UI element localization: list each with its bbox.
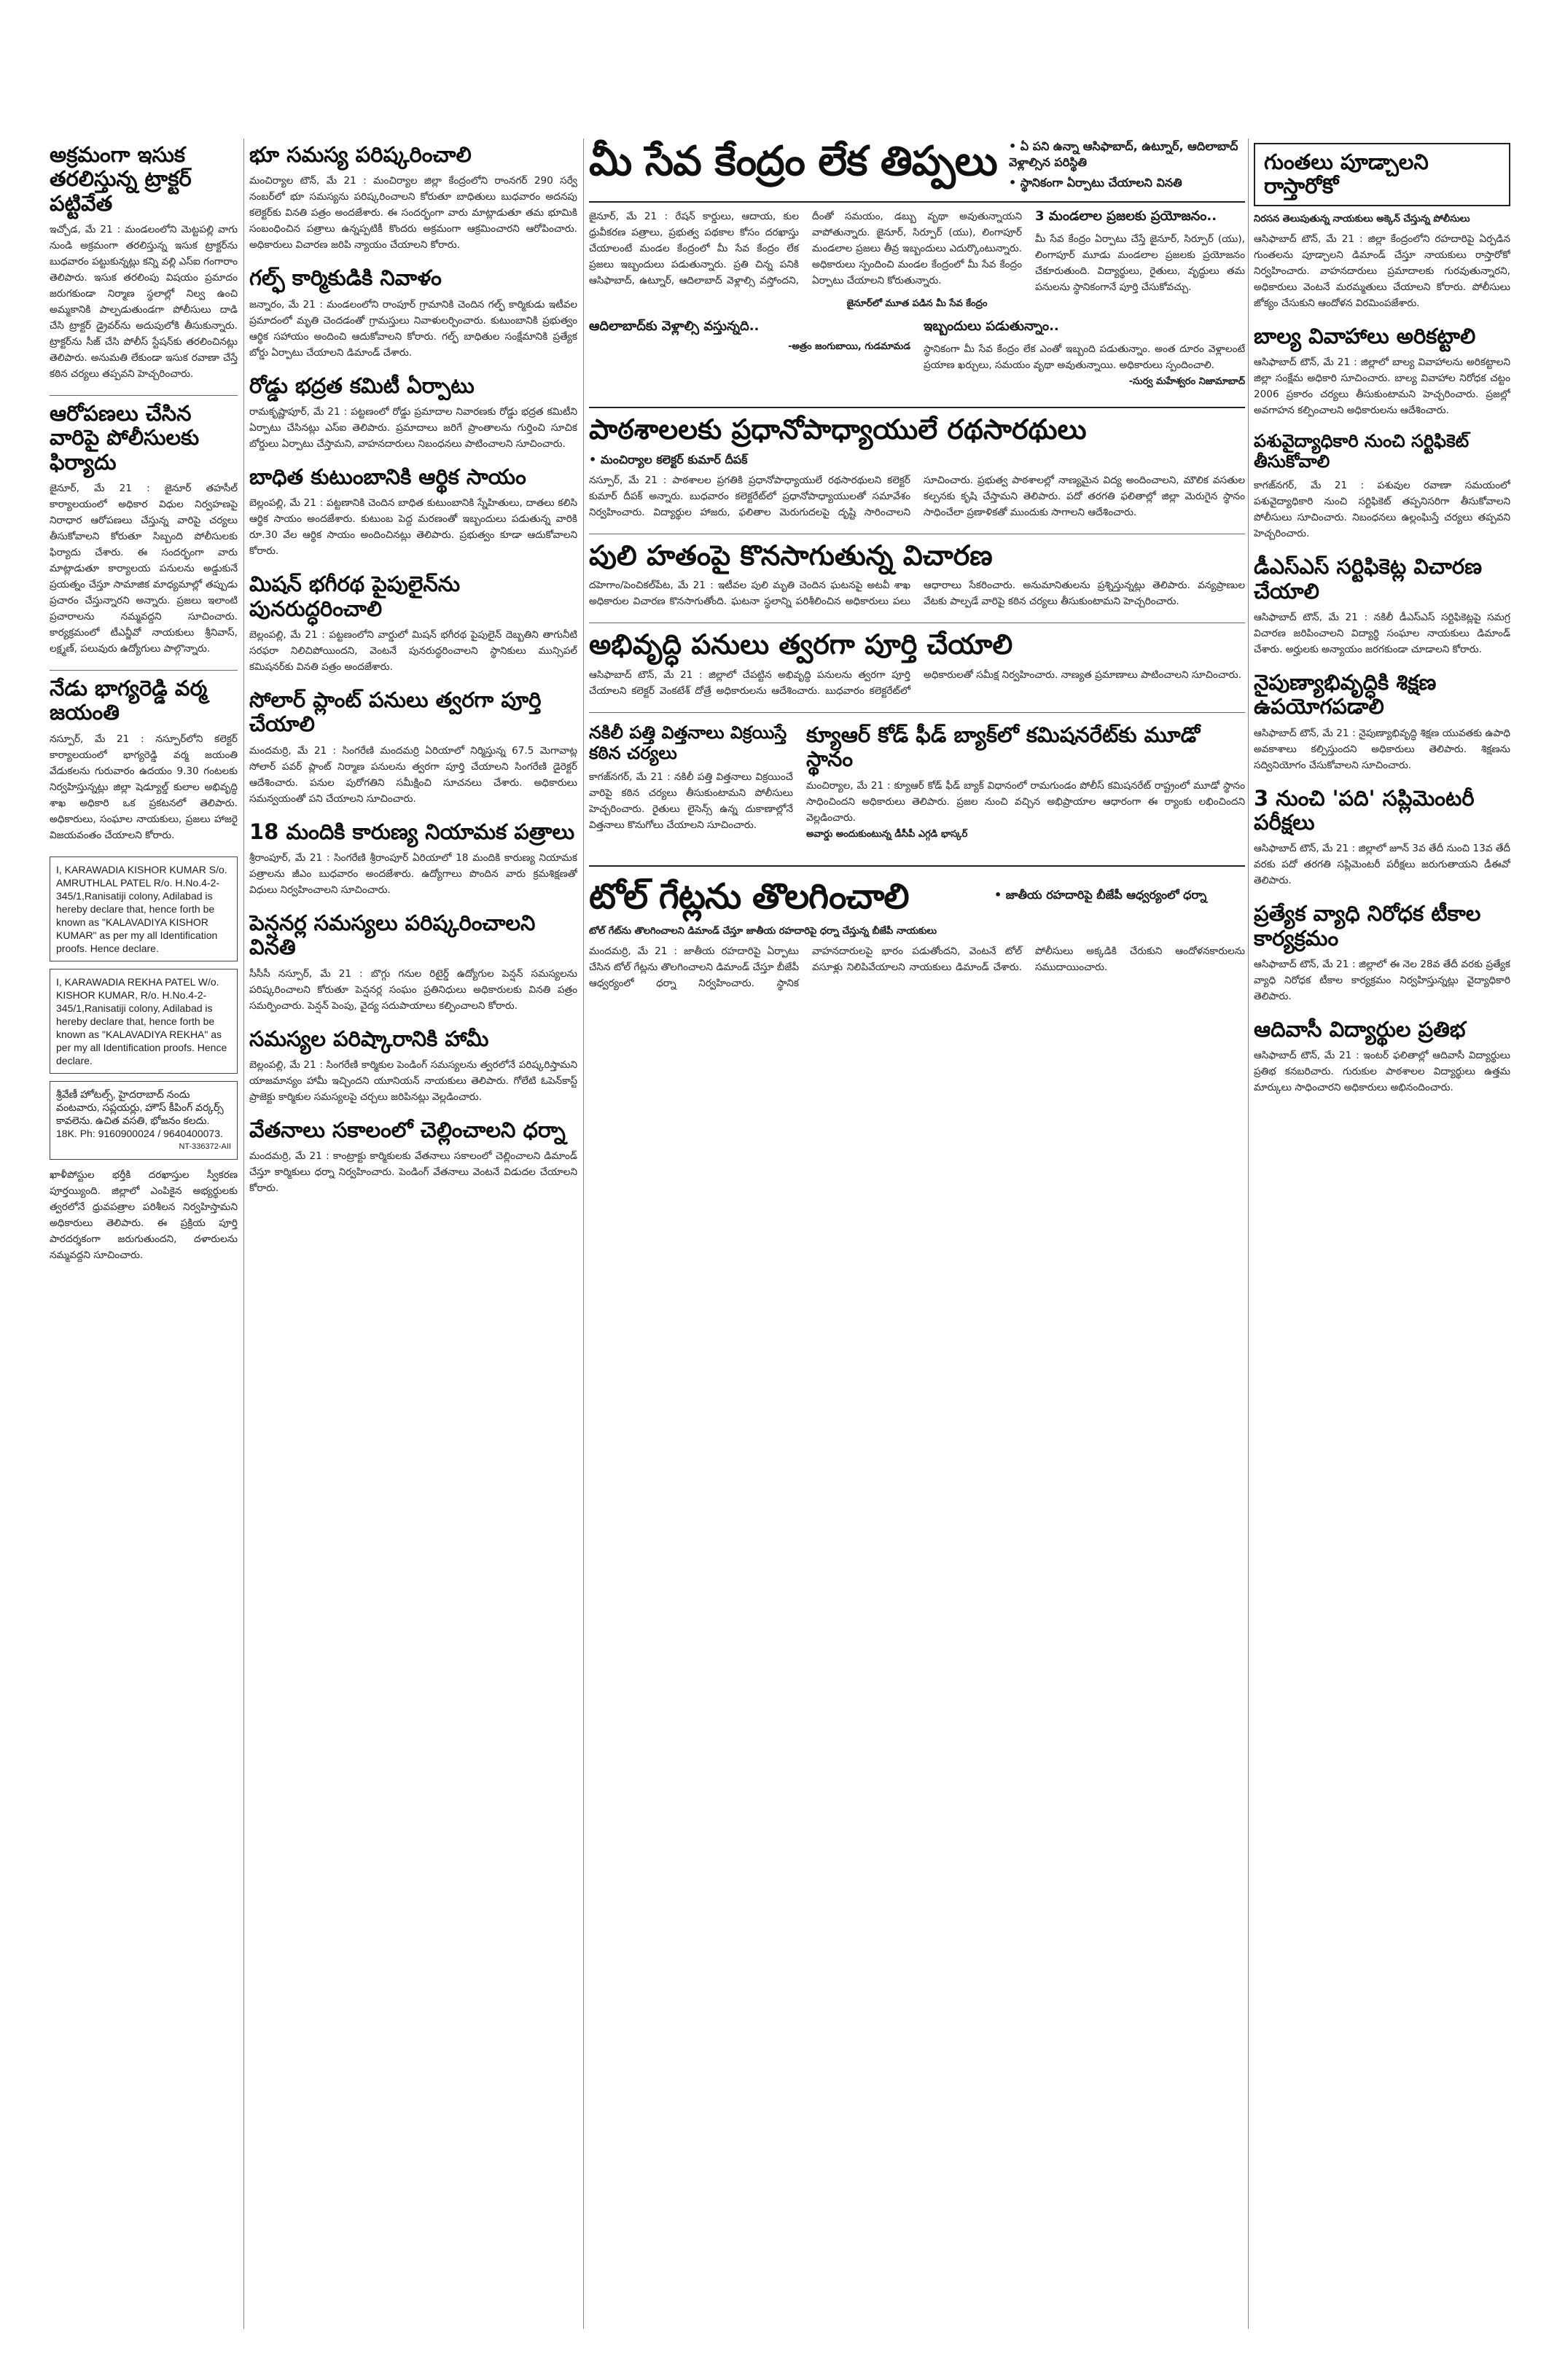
article-body: రామకృష్ణాపూర్, మే 21 : పట్టణంలో రోడ్డు ప్రమాదాల నివారణకు రోడ్డు భద్రత కమిటీని ఏర్పాటు చేసినట్లు ఎస్ఐ తెలిపారు. ప్రమాదాలు జరిగే ప్రాంతాలను గుర్తించి సూచిక బోర్డులు ఏర్పాటు చేస్తామని, వాహనదారులు నిబంధనలు పాటించాలని సూచించారు.: [249, 406, 577, 450]
column-rule: [583, 138, 584, 2329]
lead-body: [589, 208, 1245, 295]
classified-ad: [50, 1081, 238, 1160]
divider: [50, 395, 238, 396]
headline: గుంతలు పూడ్చాలని రాస్తారోకో: [1264, 149, 1429, 199]
article: [1254, 787, 1510, 889]
subheading: 3 మండలాల ప్రజలకు ప్రయోజనం..: [1035, 208, 1217, 224]
headline: టోల్ గేట్లను తొలగించాలి: [589, 875, 909, 917]
photo-caption: టోల్ గేట్‌ను తొలగించాలని డిమాండ్ చేస్తూ జాతీయ రహదారిపై ధర్నా చేస్తున్న బీజేపీ నాయకులు: [589, 925, 937, 937]
byline: -సుర్వ మహేశ్వరం నిజామాబాద్: [1128, 376, 1245, 387]
article: [50, 676, 238, 843]
divider: [589, 865, 1245, 867]
article: [589, 414, 1245, 520]
article: [249, 572, 577, 675]
article: [1254, 432, 1510, 542]
ad-text: శ్రీవేణీ హోటల్స్, హైదరాబాద్ నందు వంటవారు, సప్లయర్లు, హౌస్ కీపింగ్ వర్కర్స్ కావలెను. ఉచిత వసతి, భోజనం కలదు. 18K. Ph: 9160900024 / 9640400073.: [56, 1088, 224, 1139]
kicker: • ఏ పని ఉన్నా ఆసిఫాబాద్, ఉట్నూర్, ఆదిలాబాద్ వెళ్లాల్సిన పరిస్థితి: [1009, 139, 1238, 169]
headline: సోలార్ ప్లాంట్ పనులు త్వరగా పూర్తి చేయాలి: [249, 687, 542, 737]
article-body: కాగజ్‌నగర్, మే 21 : నకిలీ పత్తి విత్తనాలు విక్రయించే వారిపై కఠిన చర్యలు తీసుకుంటామని పోలీసులు హెచ్చరించారు. రైతులు లైసెన్స్ ఉన్న దుకాణాల్లోనే విత్తనాలు కొనుగోలు చేయాలని సూచించారు.: [589, 771, 793, 832]
headline: భూ సమస్య పరిష్కరించాలి: [249, 142, 472, 167]
headline: పెన్షనర్ల సమస్యలు పరిష్కరించాలని వినతి: [249, 910, 536, 960]
kicker: • జాతీయ రహదారిపై బీజేపీ ఆధ్వర్యంలో ధర్నా: [994, 888, 1207, 902]
article: [589, 873, 1245, 991]
classified-ad: [50, 969, 238, 1074]
column-2: [249, 138, 577, 2329]
article-row: [589, 719, 1245, 859]
kicker: • స్థానికంగా ఏర్పాటు చేయాలని వినతి: [1009, 176, 1182, 190]
article: [50, 1167, 238, 1263]
article: [50, 143, 238, 382]
headline: అభివృద్ధి పనులు త్వరగా పూర్తి చేయాలి: [589, 628, 1013, 661]
column-3: [589, 138, 1245, 2329]
headline: నకిలీ పత్తి విత్తనాలు విక్రయిస్తే కఠిన చర్యలు: [589, 722, 787, 763]
classified-ad: [50, 857, 238, 961]
article: [1254, 555, 1510, 658]
column-rule: [243, 138, 244, 2329]
divider: [589, 201, 1245, 203]
article-body: మందమర్రి, మే 21 : జాతీయ రహదారిపై ఏర్పాటు చేసిన టోల్ గేట్లను తొలగించాలని డిమాండ్ చేస్తూ బీజేపీ ఆధ్వర్యంలో ధర్నా నిర్వహించారు. స్థానిక వాహనదారులపై భారం పడుతోందని, వెంటనే టోల్ వసూళ్లు నిలిపివేయాలని నాయకులు డిమాండ్ చేశారు. పోలీసులు అక్కడికి చేరుకుని ఆందోళనకారులను సముదాయించారు.: [589, 945, 1245, 989]
subheading: ఆదిలాబాద్‌కు వెళ్లాల్సి వస్తున్నది..: [589, 319, 760, 334]
headline: 3 నుంచి 'పది' సప్లిమెంటరీ పరీక్షలు: [1254, 785, 1475, 835]
column-1: [50, 138, 238, 2329]
article-header: [589, 873, 1245, 923]
photo-caption: నిరసన తెలుపుతున్న నాయకులు అక్కెన్ చేస్తున్న పోలీసులు: [1254, 213, 1470, 225]
article: [806, 719, 1245, 846]
article-columns: [589, 667, 1245, 699]
article-columns: [589, 472, 1245, 520]
headline: డీఎస్ఎస్ సర్టిఫికెట్ల విచారణ చేయాలి: [1254, 554, 1483, 604]
article-body: మందమర్రి, మే 21 : కాంట్రాక్టు కార్మికులకు వేతనాలు సకాలంలో చెల్లించాలని డిమాండ్ చేస్తూ కార్మికులు ధర్నా నిర్వహించారు. పెండింగ్ వేతనాలు వెంటనే విడుదల చేయాలని కోరారు.: [249, 1150, 577, 1195]
headline: క్యూఆర్ కోడ్ ఫీడ్ బ్యాక్‌లో కమిషనరేట్‌కు మూడో స్థానం: [806, 722, 1201, 772]
article-body: బెల్లంపల్లి, మే 21 : సింగరేణి కార్మికుల పెండింగ్ సమస్యలను త్వరలోనే పరిష్కరిస్తామని యాజమాన్యం హామీ ఇచ్చిందని యూనియన్ నాయకులు తెలిపారు. గోలేటి ఓపెన్‌కాస్ట్ ప్రాజెక్టు కార్మికుల సమస్యలపై చర్చలు జరిపినట్లు వెల్లడించారు.: [249, 1059, 577, 1104]
article-body: మంచిర్యాల టౌన్, మే 21 : మంచిర్యాల జిల్లా కేంద్రంలోని రాంనగర్ 290 సర్వే నంబర్‌లో భూ సమస్యను పరిష్కరించాలని కోరుతూ బాధితులు బుధవారం అదనపు కలెక్టర్‌కు వినతి పత్రం అందజేశారు. ఈ సందర్భంగా వారు మాట్లాడుతూ తమ భూమికి సంబంధించిన పత్రాలు ఉన్నప్పటికీ కొందరు అక్రమంగా ఆక్రమించారని ఆరోపించారు. అధికారులు విచారణ జరిపి న్యాయం చేయాలని కోరారు.: [249, 175, 577, 251]
article-body: నస్పూర్, మే 21 : నస్పూర్‌లోని కలెక్టర్ కార్యాలయంలో భాగ్యరెడ్డి వర్మ జయంతి వేడుకలను గురువారం ఉదయం 9.30 గంటలకు నిర్వహిస్తున్నట్లు జిల్లా షెడ్యూల్డ్ కులాల అభివృద్ధి శాఖ అధికారి ఒక ప్రకటనలో తెలిపారు. అధికారులు, సంఘాల నాయకులు, ప్రజలు హాజరై విజయవంతం చేయాలని కోరారు.: [50, 733, 238, 841]
article: [249, 266, 577, 360]
headline: ఆరోపణలు చేసిన వారిపై పోలీసులకు ఫిర్యాదు: [50, 401, 200, 475]
headline: అక్రమంగా ఇసుక తరలిస్తున్న ట్రాక్టర్ పట్టివేత: [50, 142, 192, 216]
article: [249, 1027, 577, 1105]
headline: పులి హతంపై కొనసాగుతున్న విచారణ: [589, 539, 993, 571]
photo-caption: జైనూర్‌లో మూత పడిన మీ సేవ కేంద్రం: [846, 298, 988, 309]
lead-article: [589, 138, 1245, 394]
article-columns: [589, 943, 1245, 991]
headline: గల్ఫ్ కార్మికుడికి నివాళం: [249, 265, 442, 291]
quote: [589, 316, 910, 394]
article: [249, 688, 577, 807]
article: [249, 374, 577, 452]
article-body: జన్నారం, మే 21 : మండలంలోని రాంపూర్ గ్రామానికి చెందిన గల్ఫ్ కార్మికుడు ఇటీవల ప్రమాదంలో మృతి చెందడంతో గ్రామస్తులు నివాళులర్పించారు. కుటుంబానికి ప్రభుత్వం ఆర్థిక సహాయం అందించి ఆదుకోవాలని కోరారు. గల్ఫ్ బాధితుల సంక్షేమానికి ప్రత్యేక బోర్డు ఏర్పాటు చేయాలని డిమాండ్ చేశారు.: [249, 298, 577, 359]
article: [1254, 143, 1510, 311]
lead-headline: మీ సేవ కేంద్రం లేక తిప్పలు: [589, 138, 997, 185]
ad-text: I, KARAWADIA REKHA PATEL W/o. KISHOR KUMAR, R/o. H.No.4-2-345/1,Ranisatiji colony, Adilabad is hereby declare that, hence forth be known as "KALAVADIYA REKHA" as per my all Identification proofs. Hence declare.: [56, 975, 227, 1066]
headline: నేడు భాగ్యరెడ్డి వర్మ జయంతి: [50, 676, 208, 725]
article: [1254, 1018, 1510, 1096]
article-body: మంచిర్యాల, మే 21 : క్యూఆర్ కోడ్ ఫీడ్ బ్యాక్ విధానంలో రామగుండం పోలీస్ కమిషనరేట్ రాష్ట్రంలో మూడో స్థానం సాధించిందని అధికారులు తెలిపారు. ప్రజల నుంచి వచ్చిన అభిప్రాయాల ఆధారంగా ఈ ర్యాంకు లభించిందని వెల్లడించారు.: [806, 779, 1245, 824]
article: [50, 402, 238, 657]
byline: -అత్రం జంగుబాయి, గుడమామడ: [788, 341, 910, 352]
subheading: ఇబ్బందులు పడుతున్నాం..: [924, 319, 1059, 334]
headline: బాధిత కుటుంబానికి ఆర్థిక సాయం: [249, 464, 526, 490]
kicker: • మంచిర్యాల కలెక్టర్ కుమార్ దీపక్: [589, 452, 748, 467]
article: [1254, 671, 1510, 773]
headline: బాల్య వివాహాలు అరికట్టాలి: [1254, 323, 1476, 348]
headline: పశువైద్యాధికారి నుంచి సర్టిఫికెట్ తీసుకోవాలి: [1254, 431, 1470, 472]
divider: [589, 712, 1245, 713]
ad-code: NT-336372-AII: [179, 1142, 231, 1151]
lead-quotes: [589, 316, 1245, 394]
lead-kickers: [1009, 138, 1245, 195]
headline: 18 మందికి కారుణ్య నియామక పత్రాలు: [249, 819, 575, 844]
quote: [924, 316, 1245, 394]
headline: వేతనాలు సకాలంలో చెల్లించాలని ధర్నా: [249, 1117, 566, 1143]
article-body: జైనూర్, మే 21 : జైనూర్ తహసీల్ కార్యాలయంలో అధికార విధుల నిర్వహణపై నిరాధార ఆరోపణలు చేస్తున్న వారిపై చర్యలు తీసుకోవాలని కోరుతూ సిబ్బంది పోలీసులకు ఫిర్యాదు చేశారు. ఈ సందర్భంగా వారు మాట్లాడుతూ కార్యాలయ పనులను అడ్డుకునే ప్రయత్నం చేస్తూ సామాజిక మాధ్యమాల్లో తప్పుడు ప్రచారం చేస్తున్నారని అన్నారు. ప్రజలు ఇలాంటి ప్రచారాలను నమ్మవద్దని సూచించారు. కార్యక్రమంలో టీఎన్జీవో నాయకులు శ్రీనివాస్, లక్ష్మణ్, పలువురు ఉద్యోగులు పాల్గొన్నారు.: [50, 483, 238, 655]
article-body: జైనూర్, మే 21 : రేషన్ కార్డులు, ఆదాయ, కుల ధ్రువీకరణ పత్రాలు, ప్రభుత్వ పథకాల కోసం దరఖాస్తు చేయాలంటే మండల కేంద్రంలో మీ సేవ కేంద్రం లేక ప్రజలు ఇబ్బందులు పడుతున్నారు. ప్రతి చిన్న పనికి ఆసిఫాబాద్, ఉట్నూర్, ఆదిలాబాద్ వెళ్లాల్సి వస్తోందని, దీంతో సమయం, డబ్బు వృథా అవుతున్నాయని వాపోతున్నారు. జైనూర్, సిర్పూర్ (యు), లింగాపూర్ మండలాల ప్రజలు తీవ్ర ఇబ్బందులు ఎదుర్కొంటున్నారు. అధికారులు స్పందించి మండల కేంద్రంలో మీ సేవ కేంద్రం ఏర్పాటు చేయాలని కోరుతున్నారు.: [589, 211, 1022, 286]
photo-caption: అవార్డు అందుకుంటున్న డీసీపీ ఎగ్గడి భాస్కర్: [806, 828, 968, 840]
article-body: ఆసిఫాబాద్ టౌన్, మే 21 : జిల్లాలో బాల్య వివాహాలను అరికట్టాలని జిల్లా సంక్షేమ అధికారి సూచించారు. బాల్య వివాహాల నిరోధక చట్టం 2006 ప్రకారం చర్యలు తీసుకుంటామని హెచ్చరించారు. ప్రజల్లో అవగాహన కల్పించాలని అధికారులను ఆదేశించారు.: [1254, 356, 1510, 417]
article-body: శ్రీరాంపూర్, మే 21 : సింగరేణి శ్రీరాంపూర్ ఏరియాలో 18 మందికి కారుణ్య నియామక పత్రాలను జీఎం బుధవారం అందజేశారు. ఉద్యోగాలు పొందిన వారు క్రమశిక్షణతో విధులు నిర్వహించాలని సూచించారు.: [249, 852, 577, 897]
article-body: నస్పూర్, మే 21 : పాఠశాలల ప్రగతికి ప్రధానోపాధ్యాయులే రథసారథులని కలెక్టర్ కుమార్ దీపక్ అన్నారు. బుధవారం కలెక్టరేట్‌లో ప్రధానోపాధ్యాయులతో సమావేశం నిర్వహించారు. విద్యార్థుల హాజరు, ఫలితాల మెరుగుదలపై దృష్టి సారించాలని సూచించారు. ప్రభుత్వ పాఠశాలల్లో నాణ్యమైన విద్య అందించాలని, మౌలిక వసతుల కల్పనకు కృషి చేస్తామని తెలిపారు. పదో తరగతి ఫలితాల్లో జిల్లా మెరుగైన స్థానం సాధించేలా ప్రణాళికతో ముందుకు సాగాలని ఆదేశించారు.: [589, 474, 1245, 518]
article-body: ఖాళీపోస్టుల భర్తీకి దరఖాస్తుల స్వీకరణ పూర్తయ్యింది. జిల్లాలో ఎంపికైన అభ్యర్థులకు త్వరలోనే ధ్రువపత్రాల పరిశీలన నిర్వహిస్తామని అధికారులు తెలిపారు. ఈ ప్రక్రియ పూర్తి పారదర్శకంగా జరుగుతుందని, దళారులను నమ్మవద్దని సూచించారు.: [50, 1168, 238, 1261]
article: [1254, 902, 1510, 1004]
lead-header: [589, 138, 1245, 195]
divider: [50, 670, 238, 671]
headline: ప్రత్యేక వ్యాధి నిరోధక టీకాల కార్యక్రమం: [1254, 901, 1481, 951]
article-body: ఇచ్చోడ, మే 21 : మండలంలోని మెట్టపల్లి వాగు నుండి అక్రమంగా తరలిస్తున్న ఇసుక ట్రాక్టర్‌ను బుధవారం పట్టుకున్నట్లు కన్ని వల్లి ఎస్ఐ గంగారాం తెలిపారు. ఇసుక తరలింపు విషయం ప్రమాదం జరుగకుండా నిర్మాణ స్థలాల్లో నిల్వ ఉంచి అమ్మకానికి పాల్పడుతుండగా పోలీసులు దాడి చేసి ట్రాక్టర్ డ్రైవర్‌ను అదుపులోకి తీసుకున్నారు. ట్రాక్టర్‌ను సీజ్ చేసి పోలీస్ స్టేషన్‌కు తరలించినట్లు తెలిపారు. అనుమతి లేకుండా ఇసుక రవాణా చేస్తే కఠిన చర్యలు తప్పవని హెచ్చరించారు.: [50, 224, 238, 381]
article-body: ఆసిఫాబాద్ టౌన్, మే 21 : ఇంటర్ ఫలితాల్లో ఆదివాసీ విద్యార్థులు ప్రతిభ కనబరిచారు. గురుకుల పాఠశాలల విద్యార్థులు ఉత్తమ మార్కులు సాధించారని అధికారులు అభినందించారు.: [1254, 1050, 1510, 1094]
headline: రోడ్డు భద్రత కమిటీ ఏర్పాటు: [249, 372, 475, 398]
article-body: బెల్లంపల్లి, మే 21 : పట్టణంలోని వార్డులో మిషన్ భగీరథ పైపులైన్ దెబ్బతిని తాగునీటి సరఫరా నిలిచిపోయిందని, వెంటనే పునరుద్ధరించాలని స్థానికులు మున్సిపల్ కమిషనర్‌కు వినతి పత్రం అందజేశారు.: [249, 629, 577, 674]
article-body: దహెగాం/పెంచికల్‌పేట, మే 21 : ఇటీవల పులి మృతి చెందిన ఘటనపై అటవీ శాఖ అధికారుల విచారణ కొనసాగుతోంది. ఘటనా స్థలాన్ని పరిశీలించిన అధికారులు పలు ఆధారాలు సేకరించారు. అనుమానితులను ప్రశ్నిస్తున్నట్లు తెలిపారు. వన్యప్రాణుల వేటకు పాల్పడే వారిపై కఠిన చర్యలు తీసుకుంటామని హెచ్చరించారు.: [589, 580, 1245, 608]
headline: పాఠశాలలకు ప్రధానోపాధ్యాయులే రథసారథులు: [589, 413, 1087, 445]
article: [249, 911, 577, 1014]
article: [249, 465, 577, 559]
article-body: సీసీసీ నస్పూర్, మే 21 : బొగ్గు గనుల రిటైర్డ్ ఉద్యోగుల పెన్షన్ సమస్యలను పరిష్కరించాలని కోరుతూ పెన్షనర్ల సంఘం ప్రతినిధులు అధికారులకు వినతి పత్రం సమర్పించారు. పెన్షన్ పెంపు, వైద్య సదుపాయాలు కల్పించాలని కోరారు.: [249, 967, 577, 1012]
article-columns: [589, 577, 1245, 609]
column-4: [1254, 138, 1510, 2329]
article: [589, 540, 1245, 610]
article-body: ఆసిఫాబాద్ టౌన్, మే 21 : జిల్లాలో చేపట్టిన అభివృద్ధి పనులను త్వరగా పూర్తి చేయాలని కలెక్టర్ వెంకటేశ్ దోత్రే అధికారులను ఆదేశించారు. బుధవారం కలెక్టరేట్‌లో అధికారులతో సమీక్ష నిర్వహించారు. నాణ్యత ప్రమాణాలు పాటించాలని సూచించారు.: [589, 669, 1241, 698]
article-body: ఆసిఫాబాద్ టౌన్, మే 21 : జిల్లాలో ఈ నెల 28వ తేదీ వరకు ప్రత్యేక వ్యాధి నిరోధక టీకాల కార్యక్రమం నిర్వహిస్తున్నట్లు వైద్యాధికారి తెలిపారు.: [1254, 958, 1510, 1002]
article: [249, 143, 577, 253]
article-body: ఆసిఫాబాద్ టౌన్, మే 21 : నకిలీ డీఎస్ఎస్ సర్టిఫికెట్లపై సమగ్ర విచారణ జరిపించాలని విద్యార్థి సంఘాల నాయకులు డిమాండ్ చేశారు. అర్హులకు అన్యాయం జరగకుండా చూడాలని కోరారు.: [1254, 611, 1510, 655]
article: [249, 1118, 577, 1196]
article-body: ఆసిఫాబాద్ టౌన్, మే 21 : జిల్లాలో జూన్ 3వ తేదీ నుంచి 13వ తేదీ వరకు పదో తరగతి సప్లిమెంటరీ పరీక్షలు జరుగుతాయని డీఈవో తెలిపారు.: [1254, 843, 1510, 887]
article-body: మీ సేవ కేంద్రం ఏర్పాటు చేస్తే జైనూర్, సిర్పూర్ (యు), లింగాపూర్ మూడు మండలాల ప్రజలకు ప్రయోజనం చేకూరుతుంది. విద్యార్థులు, రైతులు, వృద్ధులు తమ పనులను స్థానికంగానే పూర్తి చేసుకోవచ్చు.: [1035, 233, 1245, 293]
article: [589, 719, 793, 846]
article: [589, 629, 1245, 699]
divider: [589, 407, 1245, 408]
article: [249, 820, 577, 898]
article-body: స్థానికంగా మీ సేవ కేంద్రం లేక ఎంతో ఇబ్బంది పడుతున్నాం. అంత దూరం వెళ్లాలంటే ప్రయాణ ఖర్చులు, సమయం వృథా అవుతున్నాయి. అధికారులు స్పందించాలి.: [924, 343, 1245, 371]
article-body: బెల్లంపల్లి, మే 21 : పట్టణానికి చెందిన బాధిత కుటుంబానికి స్నేహితులు, దాతలు కలిసి ఆర్థిక సాయం అందజేశారు. కుటుంబ పెద్ద మరణంతో ఇబ్బందులు పడుతున్న వారికి రూ.30 వేల ఆర్థిక సాయం అందించినట్లు తెలిపారు. ప్రభుత్వం కూడా ఆదుకోవాలని కోరారు.: [249, 497, 577, 558]
headline: సమస్యల పరిష్కారానికి హామీ: [249, 1026, 489, 1051]
headline-box: [1254, 143, 1510, 206]
article: [1254, 324, 1510, 418]
ad-text: I, KARAWADIA KISHOR KUMAR S/o. AMRUTHLAL PATEL R/o. H.No.4-2-345/1,Ranisatiji colony, Adilabad is hereby declare that, hence forth be known as "KALAVADIYA KISHOR KUMAR" as per my all Identification proofs. Hence declare.: [56, 863, 227, 954]
article-body: ఆసిఫాబాద్ టౌన్, మే 21 : నైపుణ్యాభివృద్ధి శిక్షణ యువతకు ఉపాధి అవకాశాలు కల్పిస్తుందని అధికారులు తెలిపారు. శిక్షణను సద్వినియోగం చేసుకోవాలని సూచించారు.: [1254, 727, 1510, 771]
article-body: కాగజ్‌నగర్, మే 21 : పశువుల రవాణా సమయంలో పశువైద్యాధికారి నుంచి సర్టిఫికెట్ తప్పనిసరిగా తీసుకోవాలని పోలీసులు సూచించారు. నిబంధనలు ఉల్లంఘిస్తే చర్యలు తప్పవని హెచ్చరించారు.: [1254, 480, 1510, 540]
column-rule: [1248, 138, 1249, 2329]
article-body: ఆసిఫాబాద్ టౌన్, మే 21 : జిల్లా కేంద్రంలోని రహదారిపై ఏర్పడిన గుంతలను పూడ్చాలని డిమాండ్ చేస్తూ నాయకులు రాస్తారోకో నిర్వహించారు. వాహనదారులు ప్రమాదాలకు గురవుతున్నారని, అధికారులు వెంటనే మరమ్మతులు చేయాలని కోరారు. పోలీసులు జోక్యం చేసుకుని ఆందోళన విరమింపజేశారు.: [1254, 233, 1510, 309]
headline: నైపుణ్యాభివృద్ధికి శిక్షణ ఉపయోగపడాలి: [1254, 669, 1437, 719]
article-body: మందమర్రి, మే 21 : సింగరేణి మందమర్రి ఏరియాలో నిర్మిస్తున్న 67.5 మెగావాట్ల సోలార్ పవర్ ప్లాంట్ నిర్మాణ పనులను త్వరగా పూర్తి చేయాలని సింగరేణి డైరెక్టర్ ఆదేశించారు. పనుల పురోగతిని సమీక్షించి సూచనలు చేశారు. అధికారులు సమన్వయంతో పని చేయాలని సూచించారు.: [249, 744, 577, 805]
headline: ఆదివాసీ విద్యార్థుల ప్రతిభ: [1254, 1016, 1466, 1042]
headline: మిషన్ భగీరథ పైపులైన్‌ను పునరుద్ధరించాలి: [249, 571, 461, 621]
